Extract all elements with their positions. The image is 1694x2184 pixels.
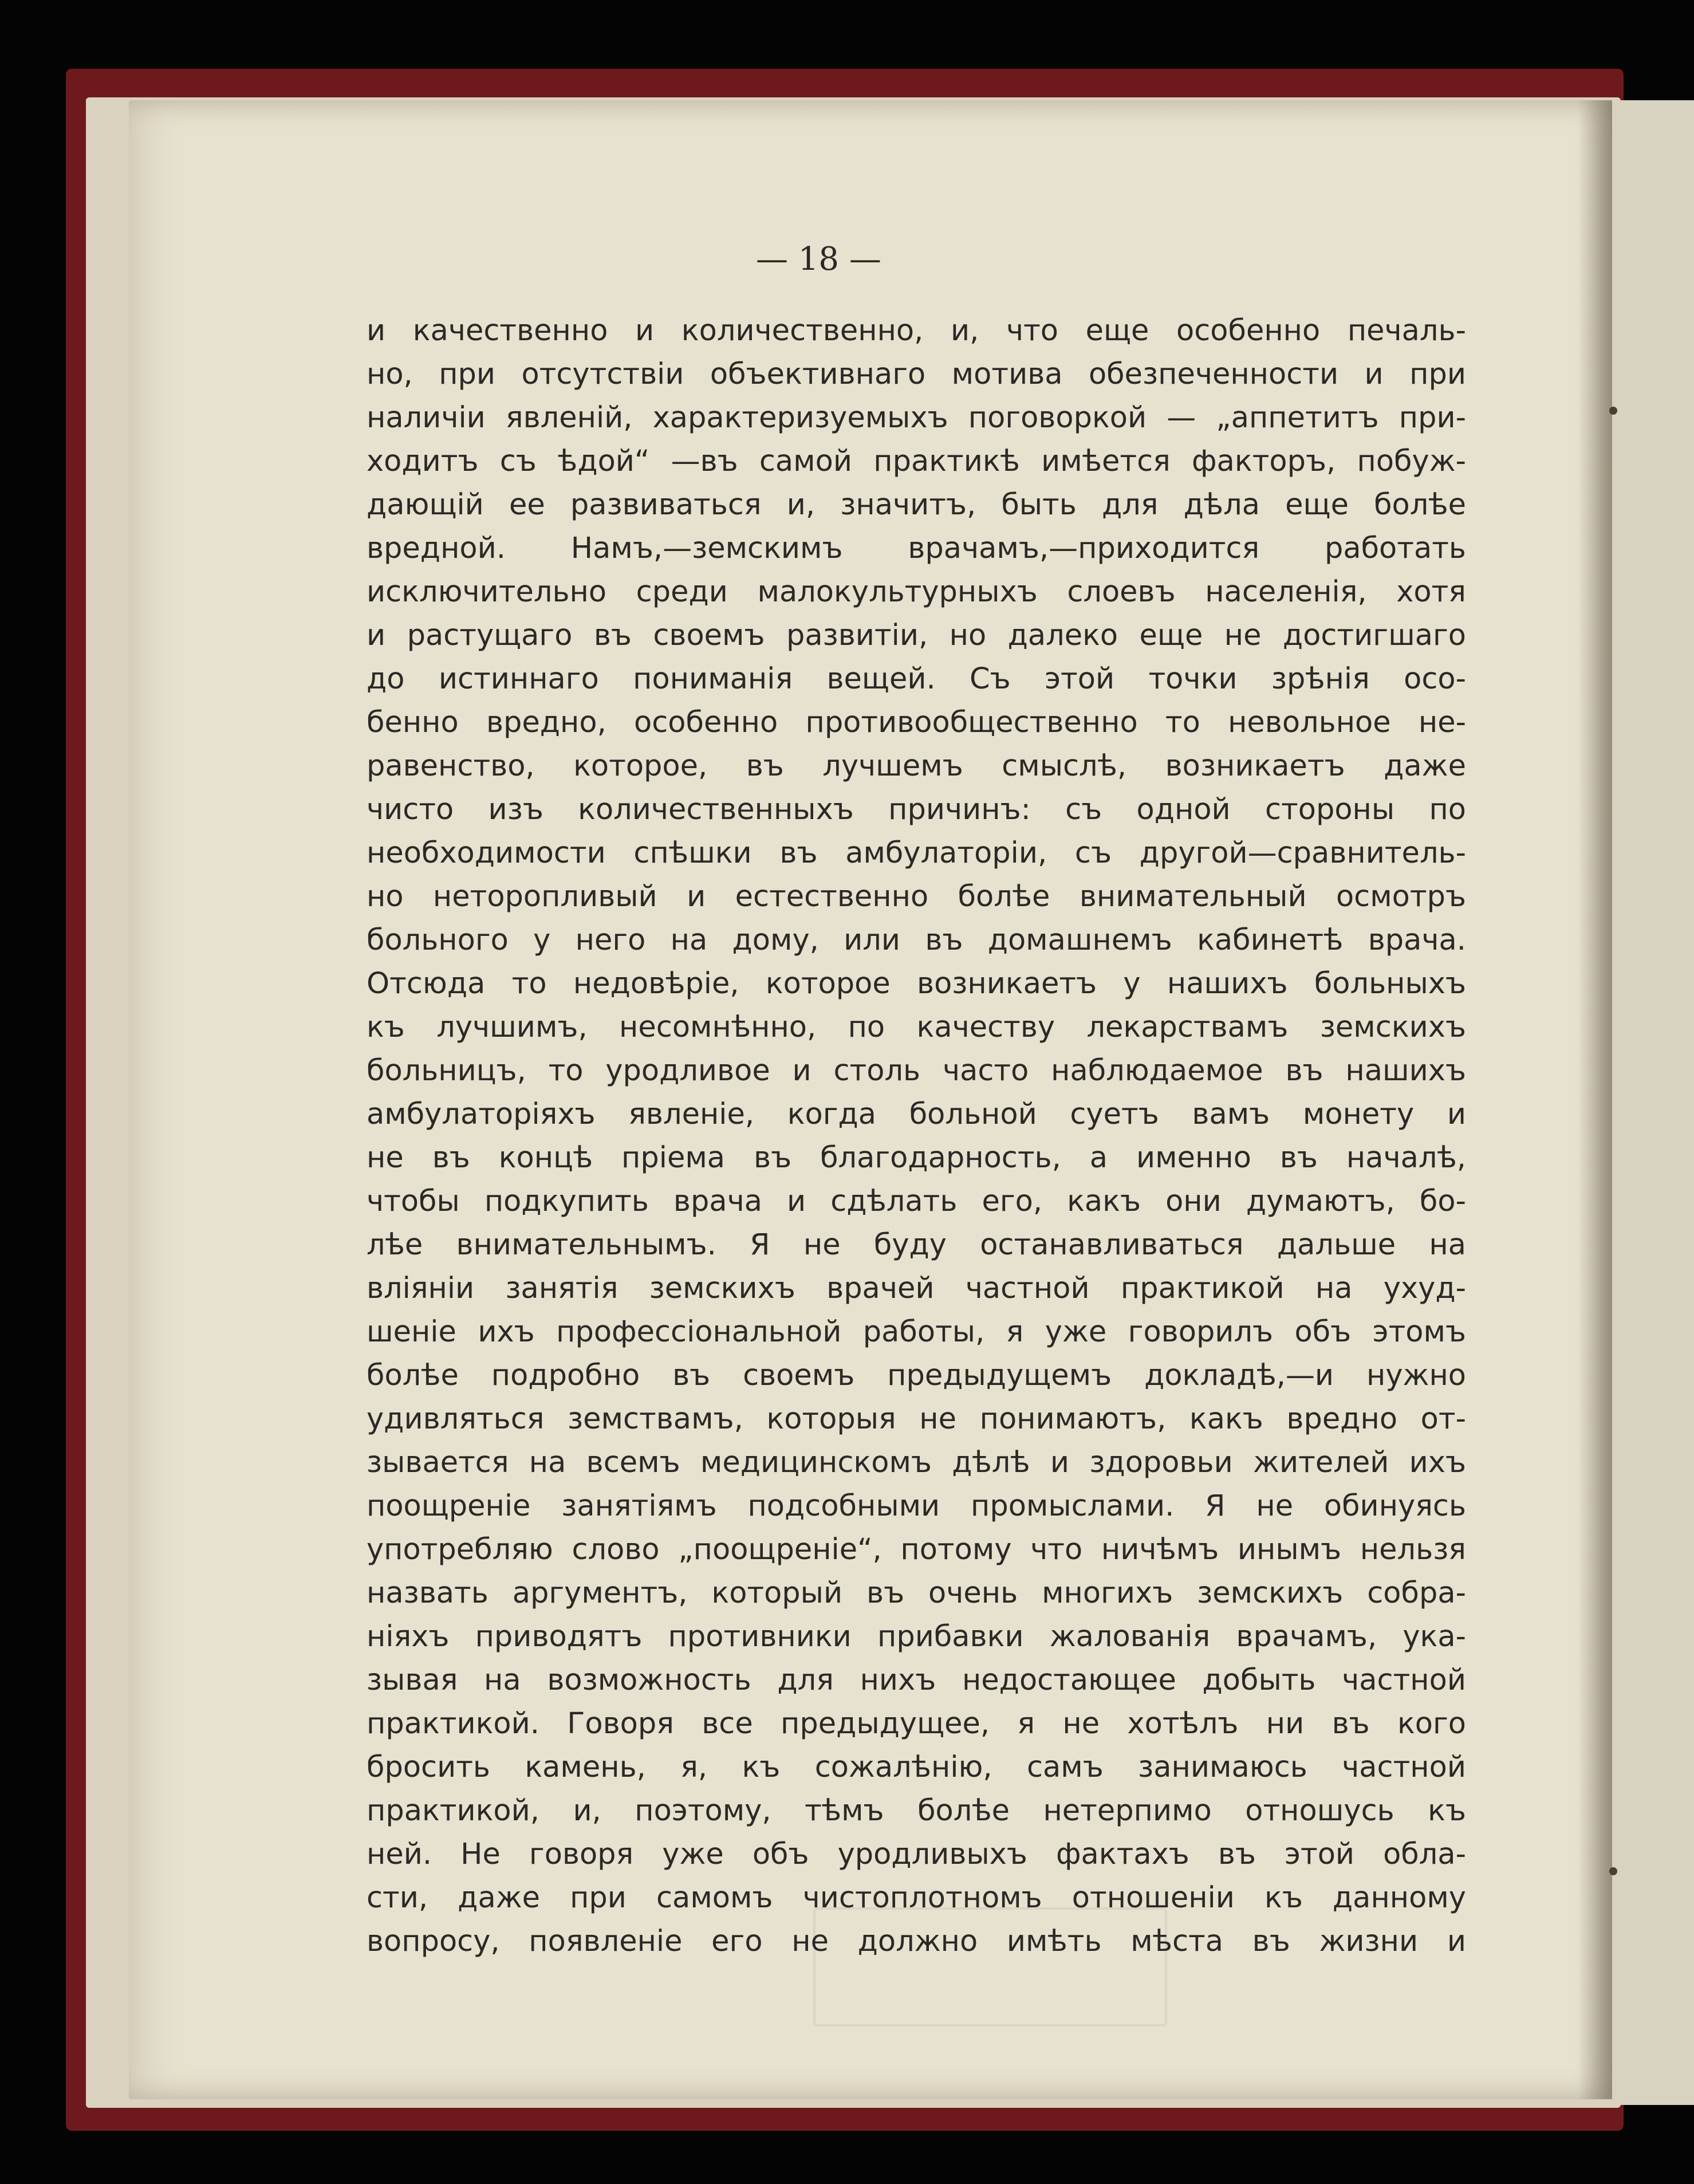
text-line: практикой, и, поэтому, тѣмъ болѣе нетерпимо отношусь къ	[367, 1794, 1466, 1828]
text-line: больного у него на дому, или въ домашнемъ кабинетѣ врача.	[367, 923, 1466, 957]
text-line: Отсюда то недовѣріе, которое возникаетъ у нашихъ больныхъ	[367, 967, 1466, 1001]
text-line: больницъ, то уродливое и столь часто наблюдаемое въ нашихъ	[367, 1054, 1466, 1088]
text-line: и растущаго въ своемъ развитіи, но далеко еще не достигшаго	[367, 619, 1466, 652]
next-page-edge	[1609, 100, 1694, 2105]
text-line: вопросу, появленіе его не должно имѣть мѣста въ жизни и	[367, 1925, 1466, 1958]
text-line: бенно вредно, особенно противообщественно то невольное не-	[367, 706, 1466, 739]
text-line: но, при отсутствіи объективнаго мотива обезпеченности и при	[367, 357, 1466, 391]
text-line: практикой. Говоря все предыдущее, я не хотѣлъ ни въ кого	[367, 1707, 1466, 1741]
text-line: дающій ее развиваться и, значитъ, быть для дѣла еще болѣе	[367, 488, 1466, 522]
text-line: но неторопливый и естественно болѣе внимательный осмотръ	[367, 880, 1466, 914]
spine-shadow	[1578, 100, 1612, 2099]
binding-mark	[1609, 1867, 1617, 1875]
text-line: болѣе подробно въ своемъ предыдущемъ докладѣ,—и нужно	[367, 1359, 1466, 1392]
text-line: не въ концѣ пріема въ благодарность, а именно въ началѣ,	[367, 1141, 1466, 1175]
text-line: сти, даже при самомъ чистоплотномъ отношеніи къ данному	[367, 1881, 1466, 1915]
text-line: наличіи явленій, характеризуемыхъ поговоркой — „аппетитъ при-	[367, 401, 1466, 435]
text-line: назвать аргументъ, который въ очень многихъ земскихъ собра-	[367, 1576, 1466, 1610]
text-line: поощреніе занятіямъ подсобными промыслами. Я не обинуясь	[367, 1489, 1466, 1523]
text-line: и качественно и количественно, и, что еще особенно печаль-	[367, 314, 1466, 348]
text-line: удивляться земствамъ, которыя не понимаютъ, какъ вредно от-	[367, 1402, 1466, 1436]
text-line: необходимости спѣшки въ амбулаторіи, съ другой—сравнитель-	[367, 836, 1466, 870]
text-line: бросить камень, я, къ сожалѣнію, самъ занимаюсь частной	[367, 1750, 1466, 1784]
binding-mark	[1609, 407, 1617, 415]
body-text	[367, 309, 1466, 1963]
text-line: чтобы подкупить врача и сдѣлать его, какъ они думаютъ, бо-	[367, 1185, 1466, 1218]
page-number: — 18 —	[756, 241, 881, 278]
text-line: ніяхъ приводятъ противники прибавки жалованія врачамъ, ука-	[367, 1620, 1466, 1654]
text-line: ходитъ съ ѣдой“ —въ самой практикѣ имѣется факторъ, побуж-	[367, 444, 1466, 478]
text-line: къ лучшимъ, несомнѣнно, по качеству лекарствамъ земскихъ	[367, 1010, 1466, 1044]
text-line: лѣе внимательнымъ. Я не буду останавливаться дальше на	[367, 1228, 1466, 1262]
text-line: шеніе ихъ профессіональной работы, я уже говорилъ объ этомъ	[367, 1315, 1466, 1349]
text-line: ней. Не говоря уже объ уродливыхъ фактахъ въ этой обла-	[367, 1837, 1466, 1871]
text-line: амбулаторіяхъ явленіе, когда больной суетъ вамъ монету и	[367, 1097, 1466, 1131]
text-line: исключительно среди малокультурныхъ слоевъ населенія, хотя	[367, 575, 1466, 609]
text-line: чисто изъ количественныхъ причинъ: съ одной стороны по	[367, 793, 1466, 827]
text-line: равенство, которое, въ лучшемъ смыслѣ, возникаетъ даже	[367, 749, 1466, 783]
text-line: вліяніи занятія земскихъ врачей частной практикой на ухуд-	[367, 1272, 1466, 1305]
text-line: употребляю слово „поощреніе“, потому что ничѣмъ инымъ нельзя	[367, 1533, 1466, 1567]
text-line: зывая на возможность для нихъ недостающее добыть частной	[367, 1663, 1466, 1697]
text-line: до истиннаго пониманія вещей. Съ этой точки зрѣнія осо-	[367, 662, 1466, 696]
text-line: вредной. Намъ,—земскимъ врачамъ,—приходится работать	[367, 532, 1466, 565]
text-line: зывается на всемъ медицинскомъ дѣлѣ и здоровьи жителей ихъ	[367, 1446, 1466, 1479]
